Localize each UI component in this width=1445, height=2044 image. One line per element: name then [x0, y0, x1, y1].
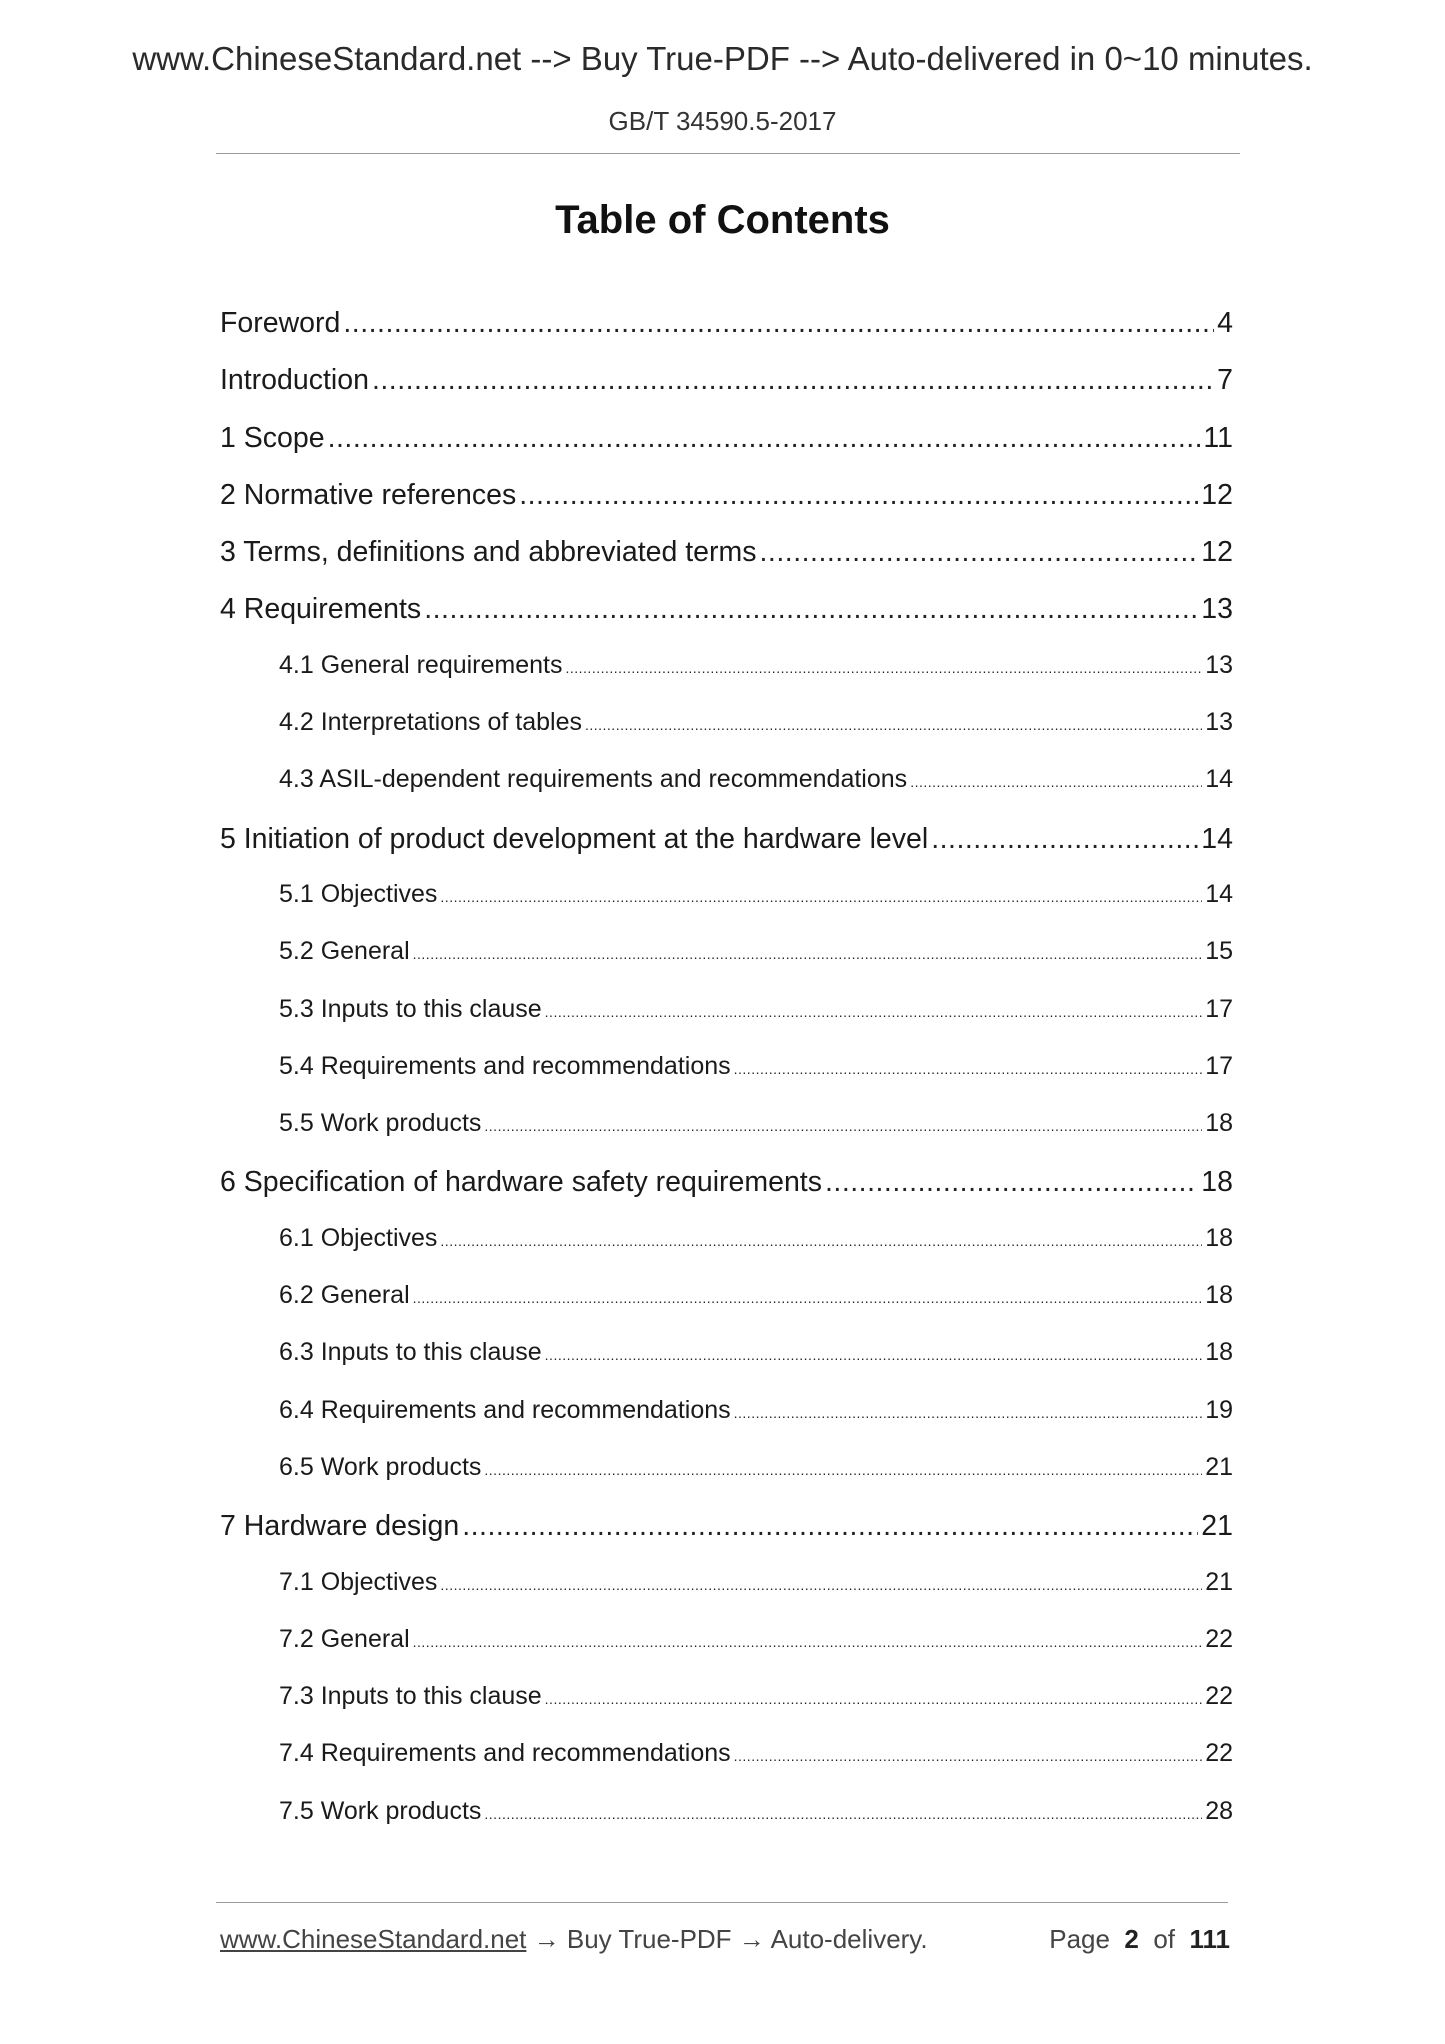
toc-entry-page: 14 — [1205, 765, 1233, 794]
page-word: Page — [1049, 1924, 1110, 1954]
toc-subentry[interactable] — [220, 937, 1233, 994]
toc-entry-label: 2 Normative references — [220, 478, 517, 511]
toc-entry-label: 6.5 Work products — [279, 1452, 482, 1481]
toc-dot-leader — [413, 1290, 1203, 1306]
toc-entry-label: 7.2 General — [279, 1624, 410, 1653]
page-footer — [220, 1924, 1230, 1955]
toc-dot-leader — [825, 1166, 1198, 1199]
toc-entry-page: 21 — [1201, 1510, 1233, 1543]
toc-entry-label: 6.2 General — [279, 1281, 410, 1310]
toc-dot-leader — [545, 1347, 1203, 1363]
toc-entry-page: 19 — [1205, 1395, 1233, 1424]
toc-entry-page: 22 — [1205, 1682, 1233, 1711]
footer-tagline: → Buy True-PDF → Auto-delivery. — [526, 1924, 928, 1954]
toc-dot-leader — [440, 1233, 1202, 1249]
toc-entry-page: 18 — [1205, 1223, 1233, 1252]
toc-entry[interactable] — [220, 479, 1233, 536]
toc-entry[interactable] — [220, 593, 1233, 650]
toc-entry-page: 12 — [1201, 536, 1233, 569]
document-id: GB/T 34590.5-2017 — [608, 106, 837, 136]
toc-entry-label: 6.4 Requirements and recommendations — [279, 1395, 731, 1424]
toc-dot-leader — [462, 1510, 1198, 1543]
page-indicator — [1049, 1924, 1230, 1955]
toc-entry-page: 14 — [1205, 879, 1233, 908]
toc-entry-label: Introduction — [220, 364, 369, 397]
toc-dot-leader — [734, 1405, 1203, 1421]
toc-entry-label: Foreword — [220, 307, 341, 339]
toc-dot-leader — [545, 1691, 1203, 1707]
toc-entry[interactable] — [220, 1166, 1233, 1223]
toc-entry-page: 18 — [1201, 1166, 1233, 1199]
toc-entry-page: 11 — [1203, 421, 1233, 454]
header-divider — [216, 153, 1240, 154]
toc-entry[interactable] — [220, 1510, 1233, 1567]
toc-entry-page: 12 — [1201, 478, 1233, 511]
toc-subentry[interactable] — [220, 1281, 1233, 1338]
toc-subentry[interactable] — [220, 1453, 1233, 1510]
toc-subentry[interactable] — [220, 651, 1233, 708]
toc-dot-leader — [484, 1118, 1202, 1134]
toc-subentry[interactable] — [220, 1625, 1233, 1682]
toc-dot-leader — [565, 660, 1202, 676]
toc-entry-label: 7.3 Inputs to this clause — [279, 1682, 542, 1711]
toc-entry-label: 4 Requirements — [220, 593, 422, 626]
toc-entry-label: 5.5 Work products — [279, 1109, 482, 1138]
toc-entry-page: 22 — [1205, 1624, 1233, 1653]
toc-entry-page: 18 — [1205, 1338, 1233, 1367]
toc-entry-label: 5.3 Inputs to this clause — [279, 994, 542, 1023]
footer-site-link[interactable]: www.ChineseStandard.net — [220, 1924, 527, 1954]
toc-entry-page: 13 — [1205, 650, 1233, 679]
toc-subentry[interactable] — [220, 880, 1233, 937]
toc-subentry[interactable] — [220, 1338, 1233, 1395]
toc-entry-label: 3 Terms, definitions and abbreviated terms — [220, 536, 757, 569]
toc-dot-leader — [931, 823, 1198, 856]
of-word: of — [1153, 1924, 1176, 1954]
toc-entry-page: 7 — [1217, 364, 1233, 397]
toc-entry-page: 18 — [1205, 1109, 1233, 1138]
toc-dot-leader — [343, 307, 1214, 340]
toc-entry-label: 1 Scope — [220, 421, 325, 454]
page-total: 111 — [1189, 1924, 1230, 1954]
toc-entry-label: 7.5 Work products — [279, 1796, 482, 1825]
toc-entry-label: 5 Initiation of product development at the hardware level — [220, 822, 929, 855]
toc-dot-leader — [413, 946, 1203, 962]
toc-dot-leader — [328, 422, 1201, 455]
toc-entry-page: 21 — [1205, 1452, 1233, 1481]
toc-entry-page: 14 — [1201, 822, 1233, 855]
toc-entry[interactable] — [220, 364, 1233, 421]
toc-entry-page: 18 — [1205, 1281, 1233, 1310]
toc-dot-leader — [424, 593, 1198, 626]
toc-entry-label: 6.1 Objectives — [279, 1223, 438, 1252]
toc-entry[interactable] — [220, 823, 1233, 880]
toc-dot-leader — [910, 774, 1202, 790]
toc-entry-label: 5.1 Objectives — [279, 879, 438, 908]
toc-entry[interactable] — [220, 307, 1233, 364]
toc-entry-label: 5.4 Requirements and recommendations — [279, 1051, 731, 1080]
toc-entry-page: 17 — [1205, 1051, 1233, 1080]
toc-entry-page: 4 — [1217, 307, 1233, 339]
toc-entry-label: 4.3 ASIL-dependent requirements and recommendations — [279, 765, 908, 794]
toc-entry-page: 22 — [1205, 1739, 1233, 1768]
toc-dot-leader — [484, 1806, 1202, 1822]
toc-subentry[interactable] — [220, 995, 1233, 1052]
toc-dot-leader — [734, 1748, 1203, 1764]
footer-divider — [216, 1902, 1228, 1903]
table-of-contents — [220, 307, 1233, 1854]
toc-subentry[interactable] — [220, 1568, 1233, 1625]
toc-entry-label: 7.1 Objectives — [279, 1567, 438, 1596]
toc-entry-page: 17 — [1205, 994, 1233, 1023]
toc-title: Table of Contents — [555, 198, 890, 242]
toc-entry-page: 13 — [1201, 593, 1233, 626]
toc-entry-label: 5.2 General — [279, 937, 410, 966]
toc-subentry[interactable] — [220, 1396, 1233, 1453]
toc-dot-leader — [734, 1061, 1203, 1077]
toc-entry-page: 28 — [1205, 1796, 1233, 1825]
toc-entry-label: 6.3 Inputs to this clause — [279, 1338, 542, 1367]
toc-subentry[interactable] — [220, 1109, 1233, 1166]
toc-entry[interactable] — [220, 536, 1233, 593]
toc-dot-leader — [413, 1634, 1203, 1650]
toc-entry-label: 6 Specification of hardware safety requirements — [220, 1166, 822, 1199]
toc-subentry[interactable] — [220, 708, 1233, 765]
header-banner: www.ChineseStandard.net --> Buy True-PDF --> Auto-delivered in 0~10 minutes. — [132, 40, 1313, 77]
toc-subentry[interactable] — [220, 765, 1233, 822]
toc-dot-leader — [372, 364, 1214, 397]
toc-entry-page: 13 — [1205, 708, 1233, 737]
toc-dot-leader — [440, 889, 1202, 905]
toc-subentry[interactable] — [220, 1224, 1233, 1281]
toc-entry-label: 4.2 Interpretations of tables — [279, 708, 582, 737]
toc-entry-page: 21 — [1205, 1567, 1233, 1596]
toc-entry[interactable] — [220, 422, 1233, 479]
toc-dot-leader — [519, 479, 1198, 512]
toc-dot-leader — [440, 1577, 1202, 1593]
toc-dot-leader — [760, 536, 1199, 569]
toc-subentry[interactable] — [220, 1797, 1233, 1854]
toc-entry-label: 4.1 General requirements — [279, 650, 563, 679]
toc-entry-label: 7 Hardware design — [220, 1510, 460, 1543]
toc-dot-leader — [484, 1462, 1202, 1478]
toc-entry-label: 7.4 Requirements and recommendations — [279, 1739, 731, 1768]
page-current: 2 — [1124, 1924, 1139, 1954]
toc-subentry[interactable] — [220, 1682, 1233, 1739]
toc-dot-leader — [545, 1004, 1203, 1020]
toc-entry-page: 15 — [1205, 937, 1233, 966]
toc-subentry[interactable] — [220, 1052, 1233, 1109]
toc-subentry[interactable] — [220, 1739, 1233, 1796]
toc-dot-leader — [585, 717, 1202, 733]
